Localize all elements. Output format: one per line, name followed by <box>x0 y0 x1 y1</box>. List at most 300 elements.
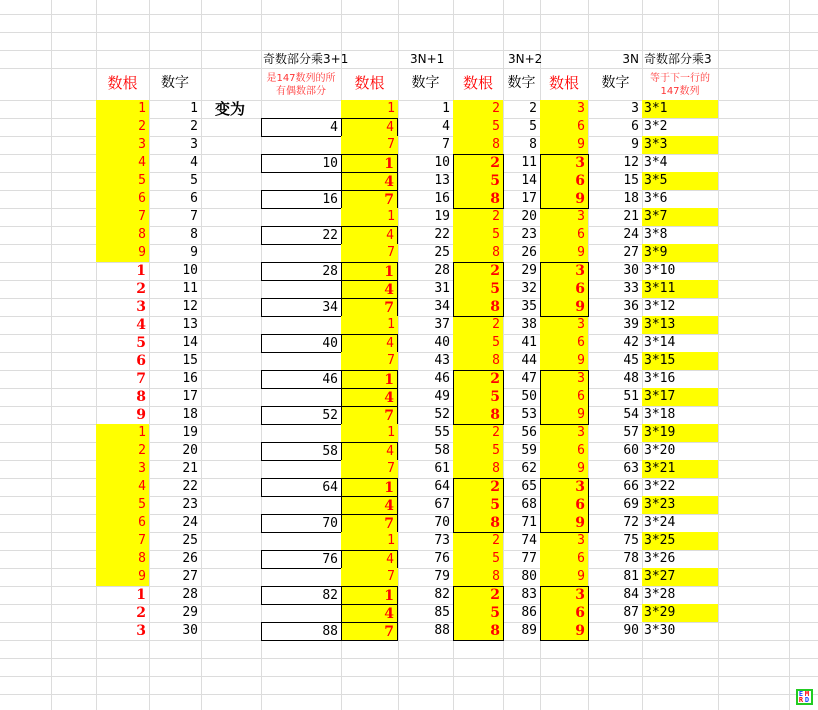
root-258-cell[interactable]: 8 <box>453 406 503 424</box>
number-cell[interactable]: 7 <box>190 209 198 224</box>
number-3n-cell[interactable]: 15 <box>623 173 639 188</box>
number-3n2-cell[interactable]: 14 <box>521 173 537 188</box>
even-value-cell[interactable] <box>261 568 341 586</box>
number-3n1-cell[interactable]: 40 <box>434 335 450 350</box>
number-cell[interactable]: 3 <box>190 137 198 152</box>
number-3n1-cell[interactable]: 19 <box>434 209 450 224</box>
root-147-cell[interactable]: 1 <box>341 532 398 550</box>
root-147-cell[interactable]: 7 <box>341 514 398 533</box>
root-258-cell[interactable]: 5 <box>453 226 503 244</box>
root-369-cell[interactable]: 6 <box>540 172 588 190</box>
number-3n-cell[interactable]: 84 <box>623 587 639 602</box>
root-258-cell[interactable]: 5 <box>453 388 503 406</box>
header-3n2-title[interactable]: 3N+2 <box>508 52 543 66</box>
number-3n-cell[interactable]: 3 <box>631 101 639 116</box>
root-258-cell[interactable]: 5 <box>453 118 503 136</box>
number-3n1-cell[interactable]: 37 <box>434 317 450 332</box>
digital-root-cell[interactable]: 3 <box>136 299 146 315</box>
number-3n2-cell[interactable]: 50 <box>521 389 537 404</box>
header-odd-x3-title[interactable]: 奇数部分乘3 <box>644 52 712 66</box>
number-3n1-cell[interactable]: 49 <box>434 389 450 404</box>
number-3n-cell[interactable]: 24 <box>623 227 639 242</box>
number-3n2-cell[interactable]: 38 <box>521 317 537 332</box>
root-258-cell[interactable]: 5 <box>453 496 503 514</box>
digital-root-cell[interactable]: 3 <box>96 460 149 478</box>
header-147-root[interactable]: 数根 <box>354 74 385 92</box>
expression-cell[interactable]: 3*12 <box>644 299 676 314</box>
number-3n-cell[interactable]: 75 <box>623 533 639 548</box>
number-3n1-cell[interactable]: 76 <box>434 551 450 566</box>
root-147-cell[interactable]: 1 <box>341 208 398 226</box>
expression-cell[interactable]: 3*30 <box>644 623 676 638</box>
even-value-cell[interactable]: 76 <box>261 550 342 569</box>
expression-cell[interactable]: 3*29 <box>642 604 718 622</box>
expression-cell[interactable]: 3*17 <box>642 388 718 406</box>
header-3n-number[interactable]: 数字 <box>601 75 630 91</box>
number-cell[interactable]: 12 <box>182 299 198 314</box>
digital-root-cell[interactable]: 7 <box>96 532 149 550</box>
root-369-cell[interactable]: 9 <box>540 514 588 532</box>
header-number[interactable]: 数字 <box>161 75 189 91</box>
root-147-cell[interactable]: 4 <box>341 496 398 515</box>
digital-root-cell[interactable]: 7 <box>96 208 149 226</box>
root-369-cell[interactable]: 6 <box>540 118 588 136</box>
number-cell[interactable]: 27 <box>182 569 198 584</box>
digital-root-cell[interactable]: 2 <box>96 118 149 136</box>
root-369-cell[interactable]: 3 <box>540 316 588 334</box>
root-369-cell[interactable]: 6 <box>540 388 588 406</box>
number-3n2-cell[interactable]: 80 <box>521 569 537 584</box>
digital-root-cell[interactable]: 8 <box>96 226 149 244</box>
number-cell[interactable]: 4 <box>190 155 198 170</box>
even-value-cell[interactable]: 58 <box>261 442 342 461</box>
expression-cell[interactable]: 3*7 <box>642 208 718 226</box>
expression-cell[interactable]: 3*15 <box>642 352 718 370</box>
root-369-cell[interactable]: 3 <box>540 100 588 118</box>
root-369-cell[interactable]: 9 <box>540 244 588 262</box>
number-3n2-cell[interactable]: 89 <box>521 623 537 638</box>
number-3n2-cell[interactable]: 53 <box>521 407 537 422</box>
root-258-cell[interactable]: 2 <box>453 316 503 334</box>
root-147-cell[interactable]: 4 <box>341 280 398 299</box>
expression-cell[interactable]: 3*10 <box>644 263 676 278</box>
number-3n2-cell[interactable]: 17 <box>521 191 537 206</box>
expression-cell[interactable]: 3*27 <box>642 568 718 586</box>
expression-cell[interactable]: 3*6 <box>644 191 668 206</box>
expression-cell[interactable]: 3*14 <box>644 335 676 350</box>
expression-cell[interactable]: 3*24 <box>644 515 676 530</box>
even-value-cell[interactable] <box>261 172 341 190</box>
number-3n2-cell[interactable]: 59 <box>521 443 537 458</box>
root-369-cell[interactable]: 9 <box>540 622 588 640</box>
root-258-cell[interactable]: 2 <box>453 478 503 496</box>
number-3n2-cell[interactable]: 65 <box>521 479 537 494</box>
root-258-cell[interactable]: 2 <box>453 370 503 388</box>
expression-cell[interactable]: 3*1 <box>642 100 718 118</box>
root-147-cell[interactable]: 4 <box>341 226 398 245</box>
root-147-cell[interactable]: 4 <box>341 334 398 353</box>
header-3n1-number[interactable]: 数字 <box>411 75 440 91</box>
number-3n1-cell[interactable]: 16 <box>434 191 450 206</box>
root-147-cell[interactable]: 1 <box>341 478 398 497</box>
root-147-cell[interactable]: 7 <box>341 136 398 154</box>
change-label[interactable]: 变为 <box>215 100 246 118</box>
number-cell[interactable]: 17 <box>182 389 198 404</box>
root-369-cell[interactable]: 6 <box>540 226 588 244</box>
even-value-cell[interactable] <box>261 316 341 334</box>
number-cell[interactable]: 26 <box>182 551 198 566</box>
number-3n1-cell[interactable]: 67 <box>434 497 450 512</box>
expression-cell[interactable]: 3*11 <box>642 280 718 298</box>
digital-root-cell[interactable]: 6 <box>96 190 149 208</box>
number-3n2-cell[interactable]: 74 <box>521 533 537 548</box>
number-3n1-cell[interactable]: 52 <box>434 407 450 422</box>
number-3n1-cell[interactable]: 34 <box>434 299 450 314</box>
number-cell[interactable]: 21 <box>182 461 198 476</box>
root-147-cell[interactable]: 4 <box>341 604 398 623</box>
number-3n1-cell[interactable]: 10 <box>434 155 450 170</box>
root-258-cell[interactable]: 2 <box>453 586 503 604</box>
digital-root-cell[interactable]: 5 <box>96 172 149 190</box>
number-3n1-cell[interactable]: 43 <box>434 353 450 368</box>
digital-root-cell[interactable]: 9 <box>96 244 149 262</box>
header-369-root[interactable]: 数根 <box>548 74 579 92</box>
even-value-cell[interactable] <box>261 424 341 442</box>
number-3n1-cell[interactable]: 79 <box>434 569 450 584</box>
even-value-cell[interactable]: 88 <box>261 622 342 641</box>
number-3n1-cell[interactable]: 25 <box>434 245 450 260</box>
number-cell[interactable]: 28 <box>182 587 198 602</box>
number-3n-cell[interactable]: 30 <box>623 263 639 278</box>
number-3n-cell[interactable]: 21 <box>623 209 639 224</box>
even-value-cell[interactable] <box>261 136 341 154</box>
root-258-cell[interactable]: 5 <box>453 604 503 622</box>
number-3n1-cell[interactable]: 1 <box>442 101 450 116</box>
expression-cell[interactable]: 3*21 <box>642 460 718 478</box>
number-cell[interactable]: 15 <box>182 353 198 368</box>
number-3n2-cell[interactable]: 5 <box>529 119 537 134</box>
header-odd-x3p1-note[interactable]: 是147数列的所有偶数部分 <box>266 73 336 97</box>
number-3n-cell[interactable]: 87 <box>623 605 639 620</box>
root-258-cell[interactable]: 2 <box>453 208 503 226</box>
number-3n1-cell[interactable]: 85 <box>434 605 450 620</box>
even-value-cell[interactable]: 4 <box>261 118 342 137</box>
root-369-cell[interactable]: 6 <box>540 280 588 298</box>
root-147-cell[interactable]: 7 <box>341 352 398 370</box>
digital-root-cell[interactable]: 8 <box>96 550 149 568</box>
digital-root-cell[interactable]: 1 <box>96 424 149 442</box>
number-3n-cell[interactable]: 45 <box>623 353 639 368</box>
root-258-cell[interactable]: 8 <box>453 244 503 262</box>
digital-root-cell[interactable]: 5 <box>96 496 149 514</box>
expression-cell[interactable]: 3*20 <box>644 443 676 458</box>
number-3n-cell[interactable]: 60 <box>623 443 639 458</box>
number-cell[interactable]: 5 <box>190 173 198 188</box>
number-cell[interactable]: 22 <box>182 479 198 494</box>
root-258-cell[interactable]: 5 <box>453 442 503 460</box>
number-cell[interactable]: 1 <box>190 101 198 116</box>
number-3n-cell[interactable]: 36 <box>623 299 639 314</box>
root-258-cell[interactable]: 2 <box>453 532 503 550</box>
root-258-cell[interactable]: 5 <box>453 172 503 190</box>
number-cell[interactable]: 30 <box>182 623 198 638</box>
root-369-cell[interactable]: 6 <box>540 496 588 514</box>
header-3n-title[interactable]: 3N <box>622 52 639 66</box>
digital-root-cell[interactable]: 6 <box>136 353 146 369</box>
root-147-cell[interactable]: 4 <box>341 550 398 569</box>
root-258-cell[interactable]: 8 <box>453 136 503 154</box>
number-3n-cell[interactable]: 12 <box>623 155 639 170</box>
root-147-cell[interactable]: 1 <box>341 262 398 281</box>
number-3n-cell[interactable]: 54 <box>623 407 639 422</box>
even-value-cell[interactable]: 46 <box>261 370 342 389</box>
root-258-cell[interactable]: 8 <box>453 622 503 640</box>
number-3n2-cell[interactable]: 2 <box>529 101 537 116</box>
root-147-cell[interactable]: 7 <box>341 298 398 317</box>
root-258-cell[interactable]: 5 <box>453 280 503 298</box>
root-258-cell[interactable]: 2 <box>453 154 503 172</box>
root-258-cell[interactable]: 2 <box>453 424 503 442</box>
expression-cell[interactable]: 3*28 <box>644 587 676 602</box>
root-258-cell[interactable]: 8 <box>453 352 503 370</box>
number-3n-cell[interactable]: 51 <box>623 389 639 404</box>
digital-root-cell[interactable]: 4 <box>96 154 149 172</box>
number-3n1-cell[interactable]: 31 <box>434 281 450 296</box>
number-cell[interactable]: 23 <box>182 497 198 512</box>
root-369-cell[interactable]: 9 <box>540 352 588 370</box>
even-value-cell[interactable] <box>261 208 341 226</box>
root-369-cell[interactable]: 3 <box>540 424 588 442</box>
root-369-cell[interactable]: 9 <box>540 568 588 586</box>
root-258-cell[interactable]: 8 <box>453 460 503 478</box>
number-3n1-cell[interactable]: 7 <box>442 137 450 152</box>
digital-root-cell[interactable]: 2 <box>136 605 146 621</box>
expression-cell[interactable]: 3*13 <box>642 316 718 334</box>
root-369-cell[interactable]: 3 <box>540 154 588 172</box>
number-cell[interactable]: 18 <box>182 407 198 422</box>
number-cell[interactable]: 10 <box>182 263 198 278</box>
even-value-cell[interactable]: 28 <box>261 262 342 281</box>
root-147-cell[interactable]: 7 <box>341 244 398 262</box>
root-147-cell[interactable]: 7 <box>341 460 398 478</box>
root-147-cell[interactable]: 4 <box>341 118 398 137</box>
number-3n1-cell[interactable]: 55 <box>434 425 450 440</box>
number-3n1-cell[interactable]: 70 <box>434 515 450 530</box>
number-cell[interactable]: 19 <box>182 425 198 440</box>
number-3n-cell[interactable]: 63 <box>623 461 639 476</box>
root-147-cell[interactable]: 4 <box>341 172 398 191</box>
number-3n-cell[interactable]: 66 <box>623 479 639 494</box>
number-3n2-cell[interactable]: 35 <box>521 299 537 314</box>
number-3n2-cell[interactable]: 8 <box>529 137 537 152</box>
expression-cell[interactable]: 3*9 <box>642 244 718 262</box>
expression-cell[interactable]: 3*5 <box>642 172 718 190</box>
digital-root-cell[interactable]: 5 <box>136 335 146 351</box>
number-3n2-cell[interactable]: 68 <box>521 497 537 512</box>
digital-root-cell[interactable]: 3 <box>136 623 146 639</box>
digital-root-cell[interactable]: 4 <box>136 317 146 333</box>
number-3n2-cell[interactable]: 26 <box>521 245 537 260</box>
root-258-cell[interactable]: 8 <box>453 190 503 208</box>
number-cell[interactable]: 13 <box>182 317 198 332</box>
root-147-cell[interactable]: 1 <box>341 316 398 334</box>
digital-root-cell[interactable]: 8 <box>136 389 146 405</box>
root-369-cell[interactable]: 6 <box>540 550 588 568</box>
number-cell[interactable]: 20 <box>182 443 198 458</box>
header-3n2-number[interactable]: 数字 <box>507 75 536 91</box>
header-258-root[interactable]: 数根 <box>462 74 493 92</box>
even-value-cell[interactable]: 34 <box>261 298 342 317</box>
even-value-cell[interactable] <box>261 532 341 550</box>
even-value-cell[interactable]: 40 <box>261 334 342 353</box>
even-value-cell[interactable] <box>261 280 341 298</box>
number-3n2-cell[interactable]: 20 <box>521 209 537 224</box>
expression-cell[interactable]: 3*4 <box>644 155 668 170</box>
digital-root-cell[interactable]: 7 <box>136 371 146 387</box>
even-value-cell[interactable] <box>261 100 341 118</box>
number-3n2-cell[interactable]: 32 <box>521 281 537 296</box>
root-369-cell[interactable]: 3 <box>540 586 588 604</box>
digital-root-cell[interactable]: 9 <box>96 568 149 586</box>
root-369-cell[interactable]: 3 <box>540 262 588 280</box>
number-3n2-cell[interactable]: 47 <box>521 371 537 386</box>
even-value-cell[interactable]: 70 <box>261 514 342 533</box>
root-258-cell[interactable]: 8 <box>453 568 503 586</box>
root-369-cell[interactable]: 6 <box>540 334 588 352</box>
root-369-cell[interactable]: 3 <box>540 370 588 388</box>
even-value-cell[interactable]: 82 <box>261 586 342 605</box>
digital-root-cell[interactable]: 1 <box>136 587 146 603</box>
number-3n1-cell[interactable]: 28 <box>434 263 450 278</box>
number-3n1-cell[interactable]: 4 <box>442 119 450 134</box>
header-odd-x3-note[interactable]: 等于下一行的147数列 <box>650 73 710 97</box>
number-3n-cell[interactable]: 6 <box>631 119 639 134</box>
expression-cell[interactable]: 3*3 <box>642 136 718 154</box>
digital-root-cell[interactable]: 6 <box>96 514 149 532</box>
root-147-cell[interactable]: 7 <box>341 568 398 586</box>
number-3n-cell[interactable]: 81 <box>623 569 639 584</box>
digital-root-cell[interactable]: 1 <box>136 263 146 279</box>
root-369-cell[interactable]: 9 <box>540 460 588 478</box>
number-3n1-cell[interactable]: 88 <box>434 623 450 638</box>
root-147-cell[interactable]: 4 <box>341 388 398 407</box>
root-369-cell[interactable]: 9 <box>540 406 588 424</box>
expression-cell[interactable]: 3*26 <box>644 551 676 566</box>
number-3n-cell[interactable]: 9 <box>631 137 639 152</box>
expression-cell[interactable]: 3*25 <box>642 532 718 550</box>
number-cell[interactable]: 14 <box>182 335 198 350</box>
number-cell[interactable]: 9 <box>190 245 198 260</box>
number-3n2-cell[interactable]: 86 <box>521 605 537 620</box>
number-3n-cell[interactable]: 33 <box>623 281 639 296</box>
expression-cell[interactable]: 3*2 <box>644 119 668 134</box>
root-147-cell[interactable]: 7 <box>341 622 398 641</box>
number-3n1-cell[interactable]: 64 <box>434 479 450 494</box>
number-cell[interactable]: 2 <box>190 119 198 134</box>
root-369-cell[interactable]: 9 <box>540 298 588 316</box>
digital-root-cell[interactable]: 2 <box>96 442 149 460</box>
digital-root-cell[interactable]: 2 <box>136 281 146 297</box>
number-3n-cell[interactable]: 69 <box>623 497 639 512</box>
even-value-cell[interactable] <box>261 496 341 514</box>
number-3n-cell[interactable]: 90 <box>623 623 639 638</box>
root-258-cell[interactable]: 5 <box>453 550 503 568</box>
header-3n1-title[interactable]: 3N+1 <box>410 52 445 66</box>
root-147-cell[interactable]: 1 <box>341 424 398 442</box>
number-cell[interactable]: 25 <box>182 533 198 548</box>
root-147-cell[interactable]: 1 <box>341 586 398 605</box>
root-258-cell[interactable]: 2 <box>453 262 503 280</box>
root-369-cell[interactable]: 9 <box>540 190 588 208</box>
number-cell[interactable]: 24 <box>182 515 198 530</box>
number-3n-cell[interactable]: 18 <box>623 191 639 206</box>
root-369-cell[interactable]: 3 <box>540 532 588 550</box>
number-3n1-cell[interactable]: 58 <box>434 443 450 458</box>
number-3n2-cell[interactable]: 83 <box>521 587 537 602</box>
number-3n-cell[interactable]: 78 <box>623 551 639 566</box>
root-369-cell[interactable]: 3 <box>540 208 588 226</box>
number-3n1-cell[interactable]: 82 <box>434 587 450 602</box>
number-3n2-cell[interactable]: 11 <box>521 155 537 170</box>
digital-root-cell[interactable]: 3 <box>96 136 149 154</box>
root-147-cell[interactable]: 1 <box>341 370 398 389</box>
number-3n-cell[interactable]: 27 <box>623 245 639 260</box>
even-value-cell[interactable] <box>261 604 341 622</box>
number-3n2-cell[interactable]: 77 <box>521 551 537 566</box>
root-147-cell[interactable]: 1 <box>341 100 398 118</box>
root-369-cell[interactable]: 6 <box>540 442 588 460</box>
number-cell[interactable]: 11 <box>182 281 198 296</box>
expression-cell[interactable]: 3*23 <box>642 496 718 514</box>
digital-root-cell[interactable]: 9 <box>136 407 146 423</box>
expression-cell[interactable]: 3*8 <box>644 227 668 242</box>
number-3n-cell[interactable]: 39 <box>623 317 639 332</box>
root-147-cell[interactable]: 4 <box>341 442 398 461</box>
number-3n2-cell[interactable]: 23 <box>521 227 537 242</box>
number-3n2-cell[interactable]: 44 <box>521 353 537 368</box>
header-digital-root[interactable]: 数根 <box>107 74 138 92</box>
root-147-cell[interactable]: 7 <box>341 406 398 425</box>
even-value-cell[interactable] <box>261 460 341 478</box>
root-147-cell[interactable]: 7 <box>341 190 398 209</box>
number-3n2-cell[interactable]: 62 <box>521 461 537 476</box>
root-258-cell[interactable]: 5 <box>453 334 503 352</box>
expression-cell[interactable]: 3*16 <box>644 371 676 386</box>
number-3n-cell[interactable]: 48 <box>623 371 639 386</box>
even-value-cell[interactable] <box>261 244 341 262</box>
root-369-cell[interactable]: 6 <box>540 604 588 622</box>
even-value-cell[interactable]: 64 <box>261 478 342 497</box>
expression-cell[interactable]: 3*18 <box>644 407 676 422</box>
number-cell[interactable]: 6 <box>190 191 198 206</box>
even-value-cell[interactable]: 16 <box>261 190 342 209</box>
number-3n1-cell[interactable]: 73 <box>434 533 450 548</box>
header-odd-x3p1-title[interactable]: 奇数部分乘3+1 <box>263 52 349 66</box>
number-3n2-cell[interactable]: 41 <box>521 335 537 350</box>
number-3n2-cell[interactable]: 56 <box>521 425 537 440</box>
number-3n1-cell[interactable]: 22 <box>434 227 450 242</box>
number-cell[interactable]: 16 <box>182 371 198 386</box>
number-3n2-cell[interactable]: 71 <box>521 515 537 530</box>
number-3n1-cell[interactable]: 13 <box>434 173 450 188</box>
expression-cell[interactable]: 3*19 <box>642 424 718 442</box>
root-258-cell[interactable]: 2 <box>453 100 503 118</box>
number-3n-cell[interactable]: 42 <box>623 335 639 350</box>
root-369-cell[interactable]: 3 <box>540 478 588 496</box>
root-258-cell[interactable]: 8 <box>453 298 503 316</box>
number-3n-cell[interactable]: 57 <box>623 425 639 440</box>
root-258-cell[interactable]: 8 <box>453 514 503 532</box>
